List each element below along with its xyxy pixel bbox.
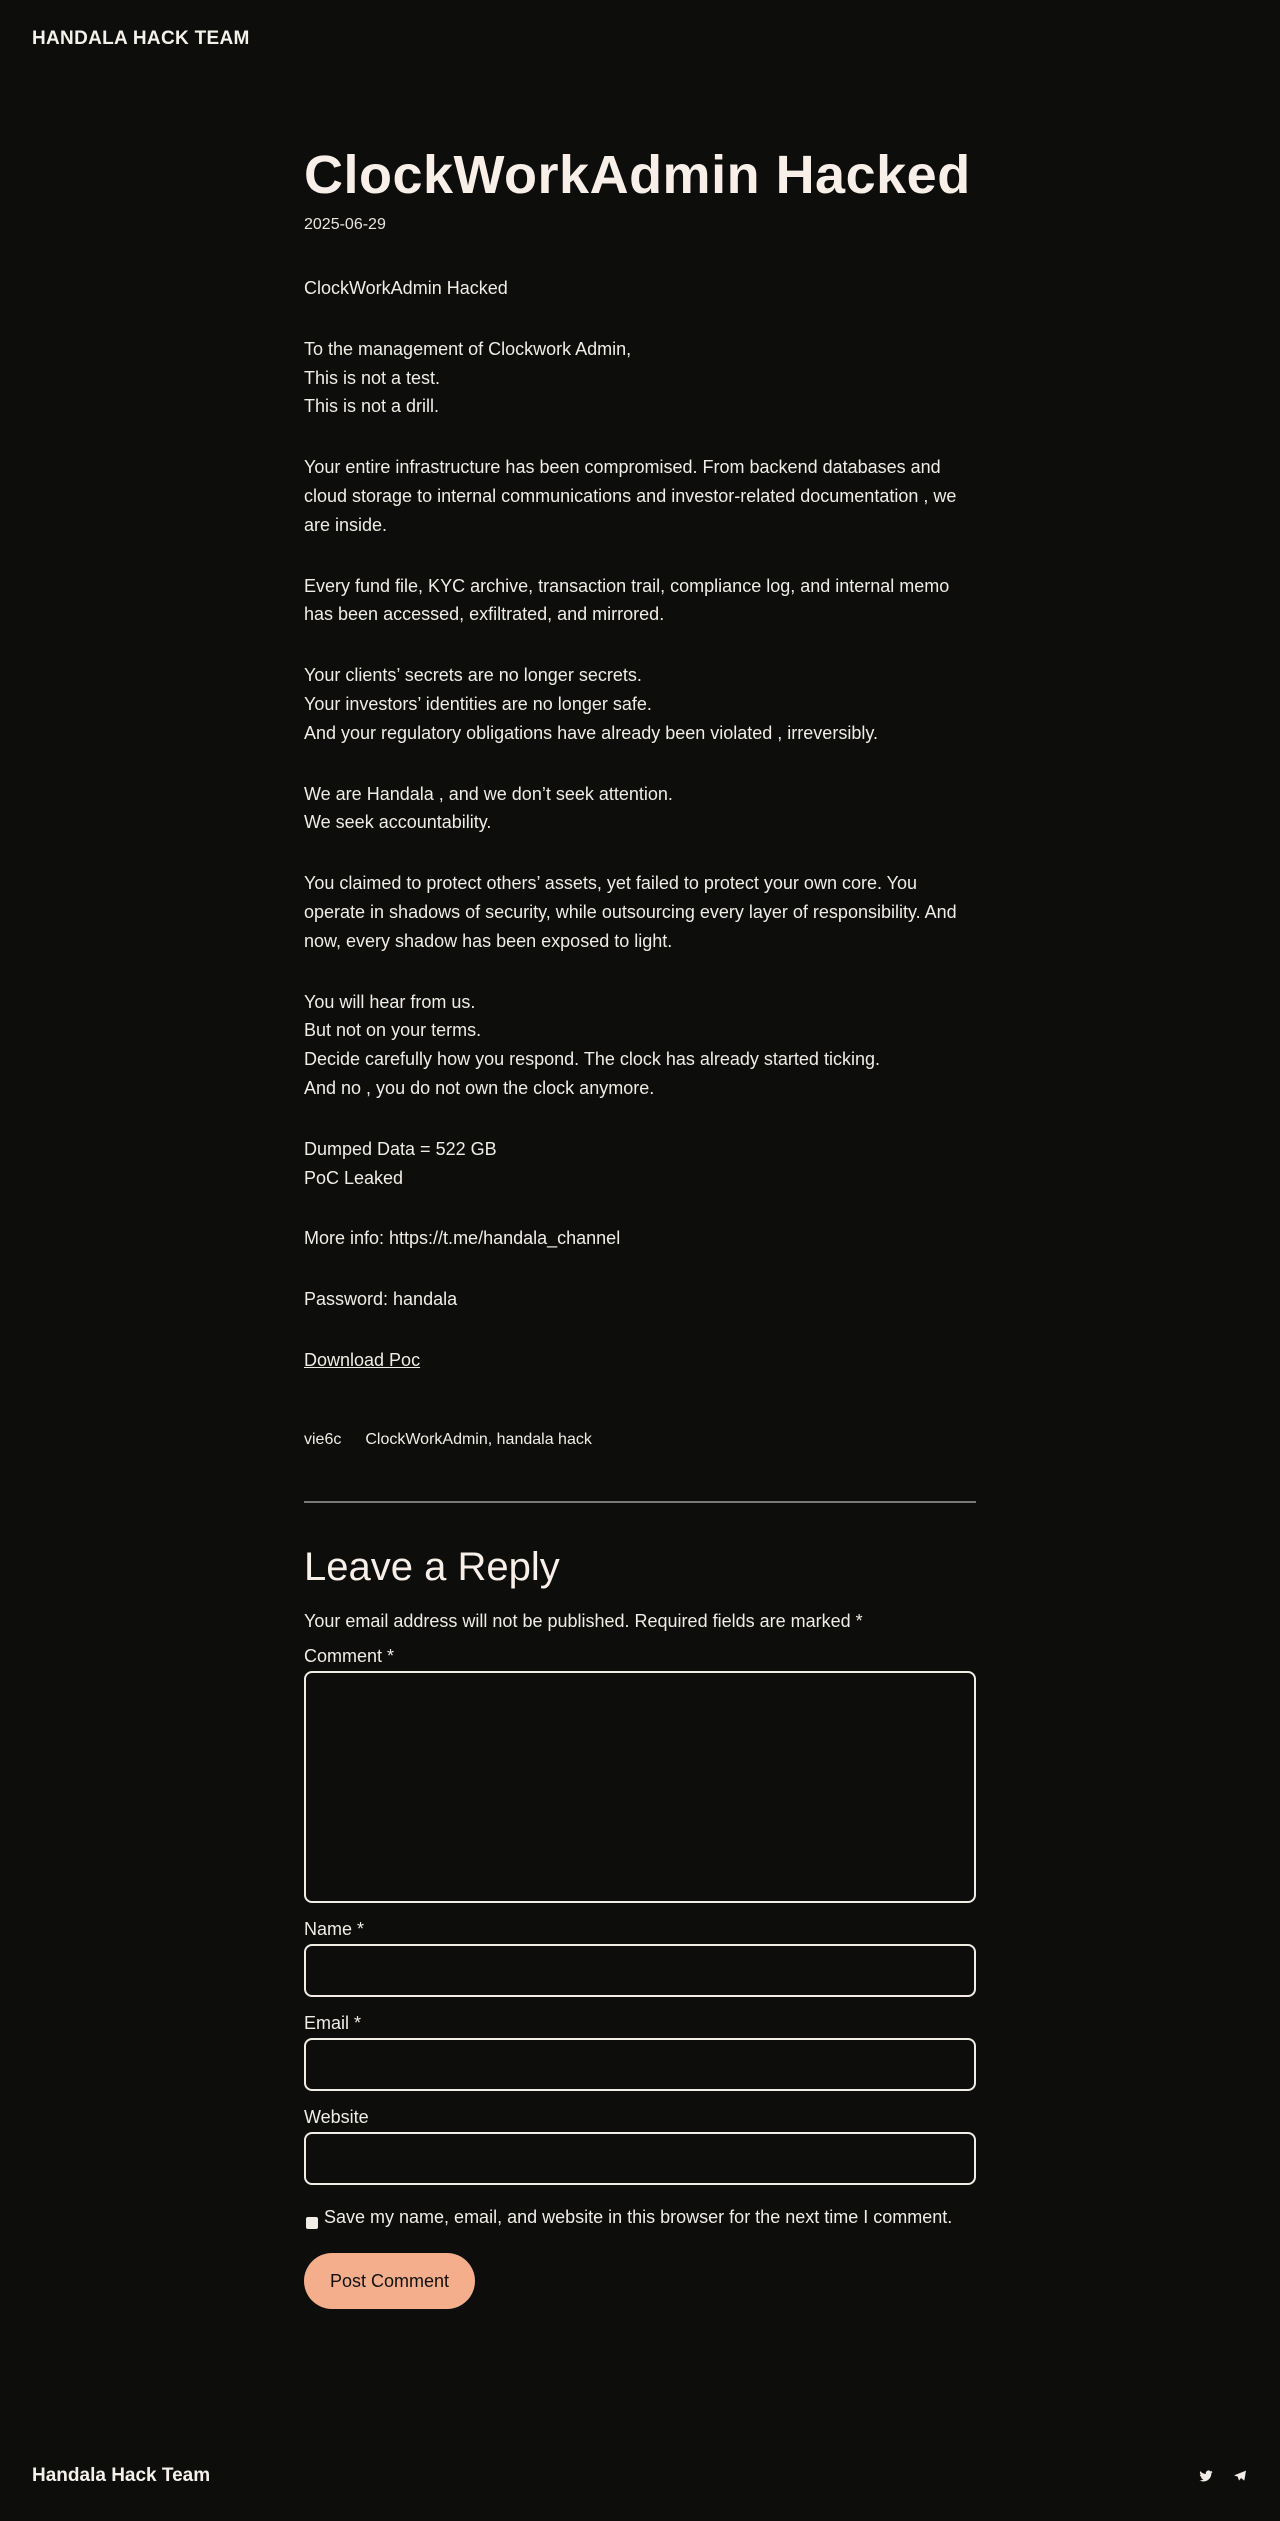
post-line: Your entire infrastructure has been compromised. From backend databases and cloud storage to internal communications and investor-related documentation , we are inside. <box>304 457 957 535</box>
post-paragraph <box>304 869 976 955</box>
website-field[interactable] <box>304 2132 976 2185</box>
cookie-consent-row <box>304 2207 976 2229</box>
post-line: And your regulatory obligations have already been violated , irreversibly. <box>304 722 878 743</box>
post-line: And no , you do not own the clock anymore. <box>304 1077 655 1098</box>
website-label: Website <box>304 2106 369 2127</box>
reply-title: Leave a Reply <box>304 1544 560 1589</box>
post-paragraph <box>304 335 976 421</box>
post-article <box>304 140 976 2309</box>
post-comment-button[interactable]: Post Comment <box>304 2253 475 2309</box>
post-line: PoC Leaked <box>304 1167 404 1188</box>
post-line: Every fund file, KYC archive, transaction trail, compliance log, and internal memo has been accessed, exfiltrated, and mirrored. <box>304 575 950 625</box>
post-paragraph <box>304 988 976 1103</box>
post-line: Your clients’ secrets are no longer secrets. <box>304 665 642 686</box>
post-line: ClockWorkAdmin Hacked <box>304 278 508 298</box>
cookie-consent-label: Save my name, email, and website in this browser for the next time I comment. <box>324 2206 953 2227</box>
post-line: More info: https://t.me/handala_channel <box>304 1228 621 1249</box>
post-paragraph <box>304 274 976 303</box>
social-links <box>1198 2468 1248 2484</box>
post-line: Decide carefully how you respond. The clock has already started ticking. <box>304 1049 880 1070</box>
post-paragraph <box>304 780 976 838</box>
name-label: Name * <box>304 1918 365 1939</box>
email-label: Email * <box>304 2012 362 2033</box>
post-line: This is not a test. <box>304 367 441 388</box>
post-line: We seek accountability. <box>304 812 492 833</box>
email-field[interactable] <box>304 2038 976 2091</box>
comment-notes: Your email address will not be published. Required fields are marked * <box>304 1610 863 1631</box>
section-divider <box>304 1501 976 1503</box>
post-line: Dumped Data = 522 GB <box>304 1138 497 1159</box>
twitter-icon[interactable] <box>1198 2468 1214 2484</box>
post-meta <box>304 1431 976 1449</box>
post-tags[interactable]: ClockWorkAdmin, handala hack <box>365 1430 592 1448</box>
post-title: ClockWorkAdmin Hacked <box>304 145 971 205</box>
name-field[interactable] <box>304 1944 976 1997</box>
post-paragraph <box>304 661 976 747</box>
post-line: We are Handala , and we don’t seek attention. <box>304 783 673 804</box>
cookie-consent-checkbox[interactable] <box>306 2217 318 2229</box>
post-author[interactable]: vie6c <box>304 1430 342 1448</box>
footer-site-title[interactable]: Handala Hack Team <box>32 2465 211 2486</box>
post-paragraph <box>304 572 976 630</box>
download-poc-link[interactable]: Download Poc <box>304 1349 421 1370</box>
site-title[interactable]: HANDALA HACK TEAM <box>32 28 250 49</box>
post-line: Your investors’ identities are no longer safe. <box>304 693 652 714</box>
post-date[interactable]: 2025-06-29 <box>304 216 386 233</box>
download-paragraph <box>304 1346 976 1375</box>
post-body <box>304 274 976 1375</box>
post-paragraph <box>304 1135 976 1193</box>
comment-label: Comment * <box>304 1645 395 1666</box>
post-paragraph <box>304 1285 976 1314</box>
post-paragraph <box>304 453 976 539</box>
post-paragraph <box>304 1224 976 1253</box>
post-line: But not on your terms. <box>304 1020 482 1041</box>
post-line: Password: handala <box>304 1289 458 1310</box>
comment-textarea[interactable] <box>304 1671 976 1903</box>
post-line: You will hear from us. <box>304 991 476 1012</box>
post-line: This is not a drill. <box>304 396 440 417</box>
post-line: To the management of Clockwork Admin, <box>304 338 632 359</box>
telegram-icon[interactable] <box>1232 2468 1248 2484</box>
post-line: You claimed to protect others’ assets, yet failed to protect your own core. You operate in shadows of security, while outsourcing every layer of responsibility. And now, every shadow has been exposed to light. <box>304 873 957 951</box>
